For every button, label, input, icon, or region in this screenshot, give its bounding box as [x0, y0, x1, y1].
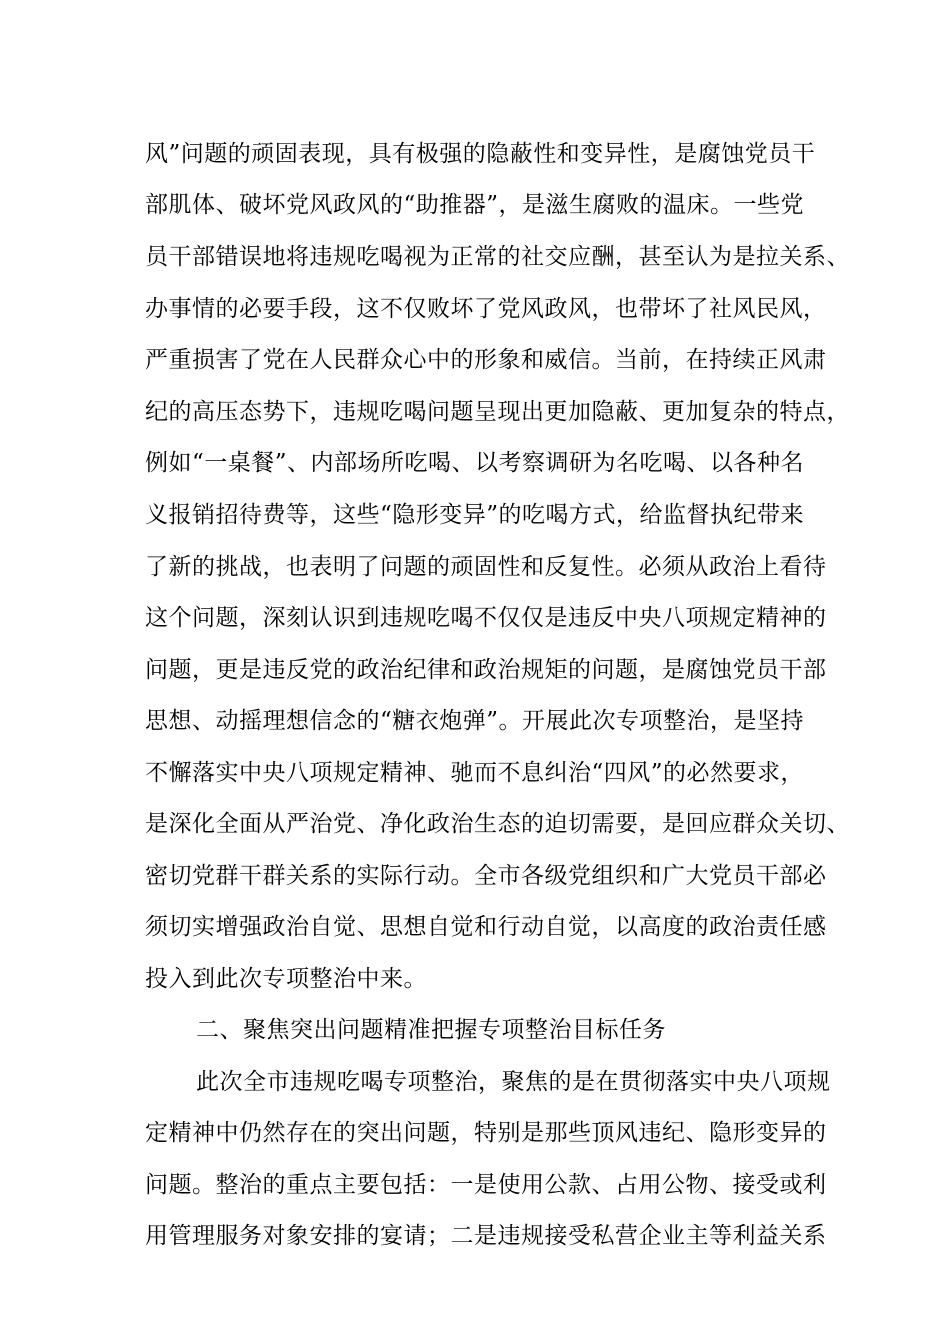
body-line-3: 员干部错误地将违规吃喝视为正常的社交应酬，甚至认为是拉关系、 — [145, 244, 850, 270]
body-line-14: 是深化全面从严治党、净化政治生态的迫切需要，是回应群众关切、 — [145, 811, 850, 837]
para2-line-3: 问题。整治的重点主要包括：一是使用公款、占用公物、接受或利 — [145, 1172, 827, 1198]
body-line-10: 这个问题，深刻认识到违规吃喝不仅仅是违反中央八项规定精神的 — [145, 605, 827, 631]
para2-line-4: 用管理服务对象安排的宴请；二是违规接受私营企业主等利益关系 — [145, 1223, 827, 1249]
body-line-11: 问题，更是违反党的政治纪律和政治规矩的问题，是腐蚀党员干部 — [145, 657, 827, 683]
body-line-12: 思想、动摇理想信念的“糖衣炮弹”。开展此次专项整治，是坚持 — [145, 708, 805, 734]
body-line-15: 密切党群干群关系的实际行动。全市各级党组织和广大党员干部必 — [145, 863, 827, 889]
body-line-8: 义报销招待费等，这些“隐形变异”的吃喝方式，给监督执纪带来 — [145, 502, 805, 528]
para2-line-1: 此次全市违规吃喝专项整治，聚焦的是在贯彻落实中央八项规 — [196, 1069, 831, 1095]
para2-line-2: 定精神中仍然存在的突出问题，特别是那些顶风违纪、隐形变异的 — [145, 1120, 827, 1146]
body-line-5: 严重损害了党在人民群众心中的形象和威信。当前，在持续正风肃 — [145, 347, 827, 373]
section-heading: 二、聚焦突出问题精准把握专项整治目标任务 — [196, 1017, 666, 1043]
body-line-4: 办事情的必要手段，这不仅败坏了党风政风，也带坏了社风民风， — [145, 296, 827, 322]
body-line-17: 投入到此次专项整治中来。 — [145, 966, 427, 992]
body-line-6: 纪的高压态势下，违规吃喝问题呈现出更加隐蔽、更加复杂的特点， — [145, 399, 850, 425]
body-line-7: 例如“一桌餐”、内部场所吃喝、以考察调研为名吃喝、以各种名 — [145, 450, 805, 476]
body-line-9: 了新的挑战，也表明了问题的顽固性和反复性。必须从政治上看待 — [145, 554, 827, 580]
body-line-16: 须切实增强政治自觉、思想自觉和行动自觉，以高度的政治责任感 — [145, 914, 827, 940]
body-line-1: 风”问题的顽固表现，具有极强的隐蔽性和变异性，是腐蚀党员干 — [145, 141, 816, 167]
body-line-2: 部肌体、破坏党风政风的“助推器”，是滋生腐败的温床。一些党 — [145, 192, 805, 218]
body-line-13: 不懈落实中央八项规定精神、驰而不息纠治“四风”的必然要求， — [145, 760, 805, 786]
